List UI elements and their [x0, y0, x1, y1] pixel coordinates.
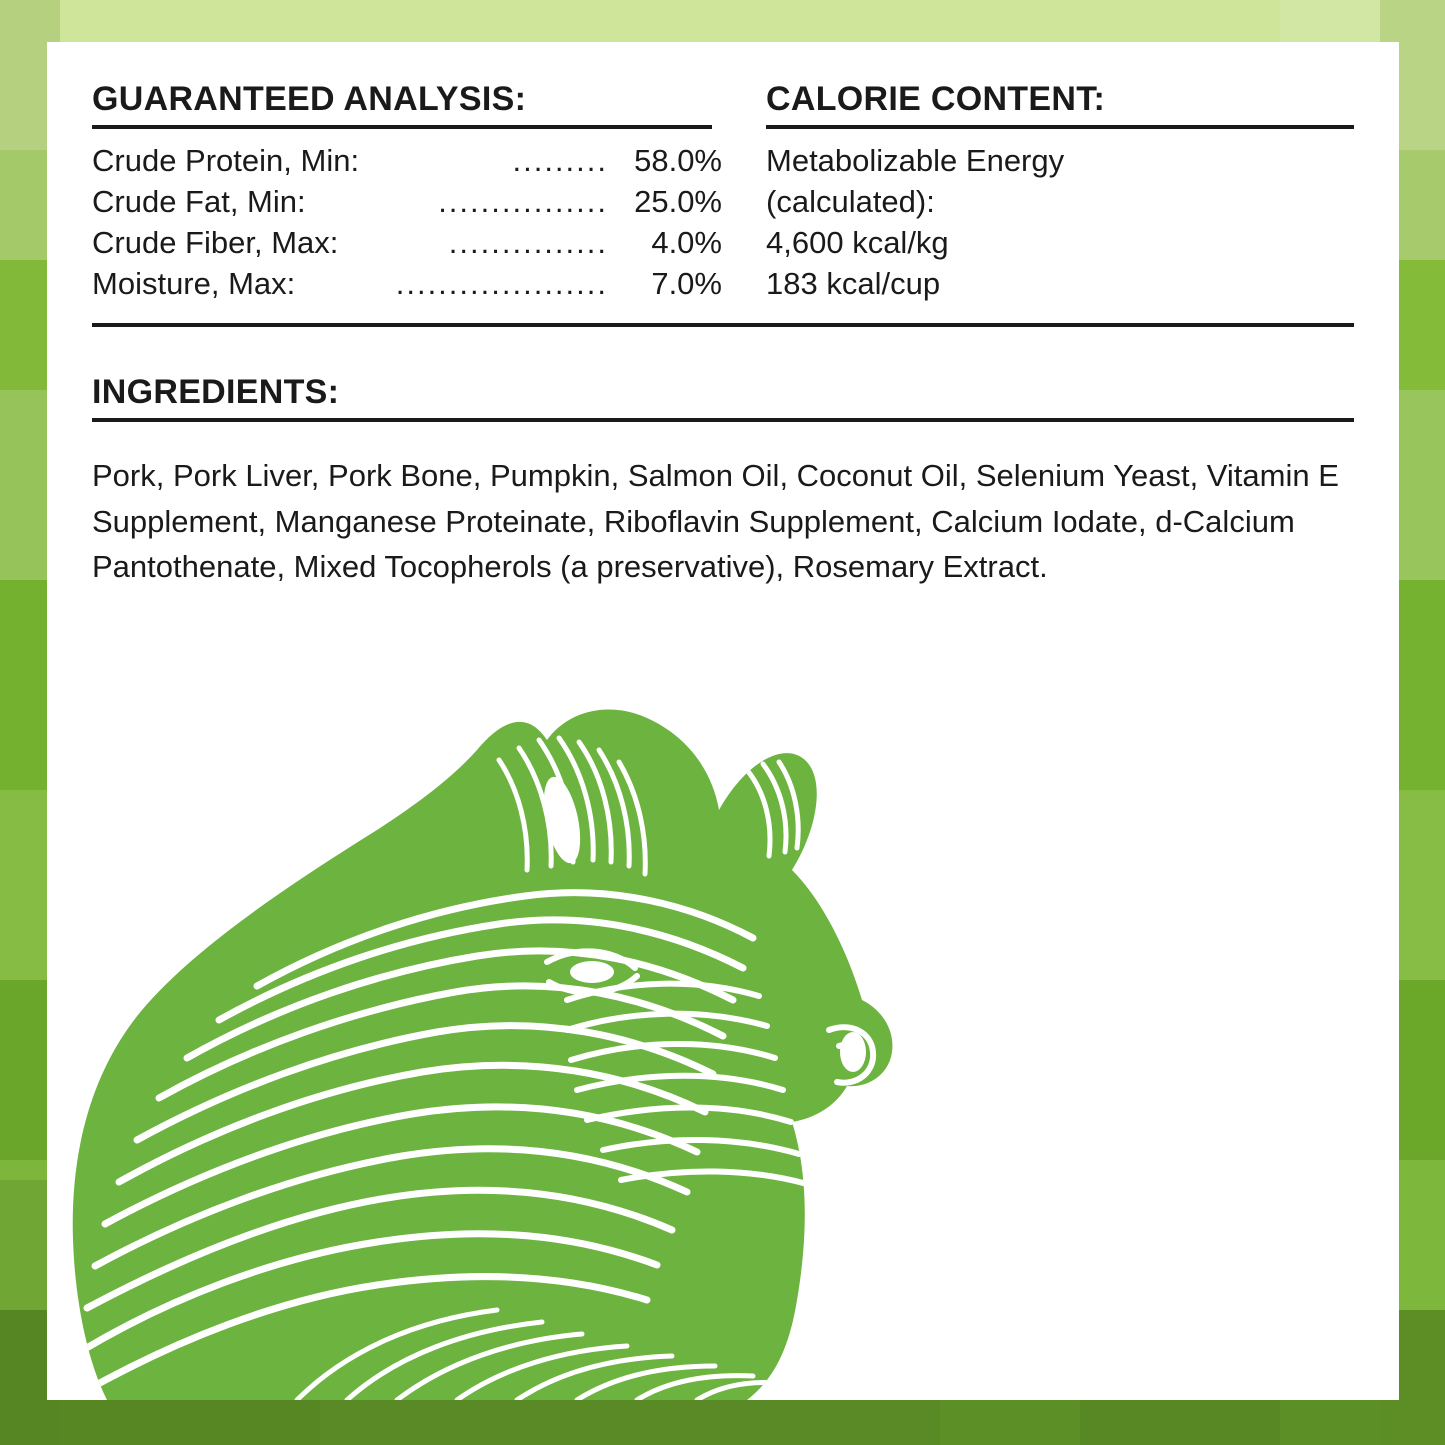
calorie-line: 183 kcal/cup [766, 265, 941, 301]
calorie-content-title: CALORIE CONTENT: [766, 80, 1106, 118]
nutrition-label-card [47, 42, 1399, 1400]
ga-value: 7.0% [651, 265, 722, 301]
ga-value: 25.0% [634, 183, 722, 219]
ga-dots: ................ [438, 183, 608, 219]
ga-dots: ......... [512, 143, 608, 178]
section-divider [92, 323, 1354, 327]
guaranteed-analysis-section [92, 80, 722, 305]
calorie-line: (calculated): [766, 183, 935, 219]
calorie-line: Metabolizable Energy [766, 143, 1065, 178]
label-content [92, 80, 1354, 621]
table-row [92, 182, 722, 223]
calorie-line: 4,600 kcal/kg [766, 224, 949, 260]
top-section [92, 80, 1354, 305]
ga-label: Moisture, Max: [92, 265, 296, 301]
ingredients-text: Pork, Pork Liver, Pork Bone, Pumpkin, Salmon Oil, Coconut Oil, Selenium Yeast, Vitamin E Supplement, Manganese Proteinate, Riboflavin Supplement, Calcium Iodate, d-Calcium Pantothenate, Mixed Tocopherols (a preservative), Rosemary Extract. [92, 457, 1339, 585]
table-row [92, 141, 722, 182]
table-row [92, 223, 722, 264]
ga-label: Crude Fat, Min: [92, 183, 306, 219]
ga-dots: .................... [395, 265, 608, 301]
ga-value: 4.0% [651, 224, 722, 260]
guaranteed-analysis-title: GUARANTEED ANALYSIS: [92, 80, 527, 118]
ingredients-section [92, 373, 1354, 591]
pig-head-illustration [47, 700, 1399, 1400]
ga-value: 58.0% [634, 143, 722, 178]
ga-dots: ............... [448, 224, 608, 260]
ingredients-title: INGREDIENTS: [92, 372, 340, 411]
divider [92, 125, 712, 129]
table-row [92, 264, 722, 305]
ga-label: Crude Protein, Min: [92, 143, 360, 178]
ga-label: Crude Fiber, Max: [92, 224, 339, 260]
divider [766, 125, 1354, 129]
calorie-content-section [722, 80, 1354, 305]
divider [92, 418, 1354, 422]
